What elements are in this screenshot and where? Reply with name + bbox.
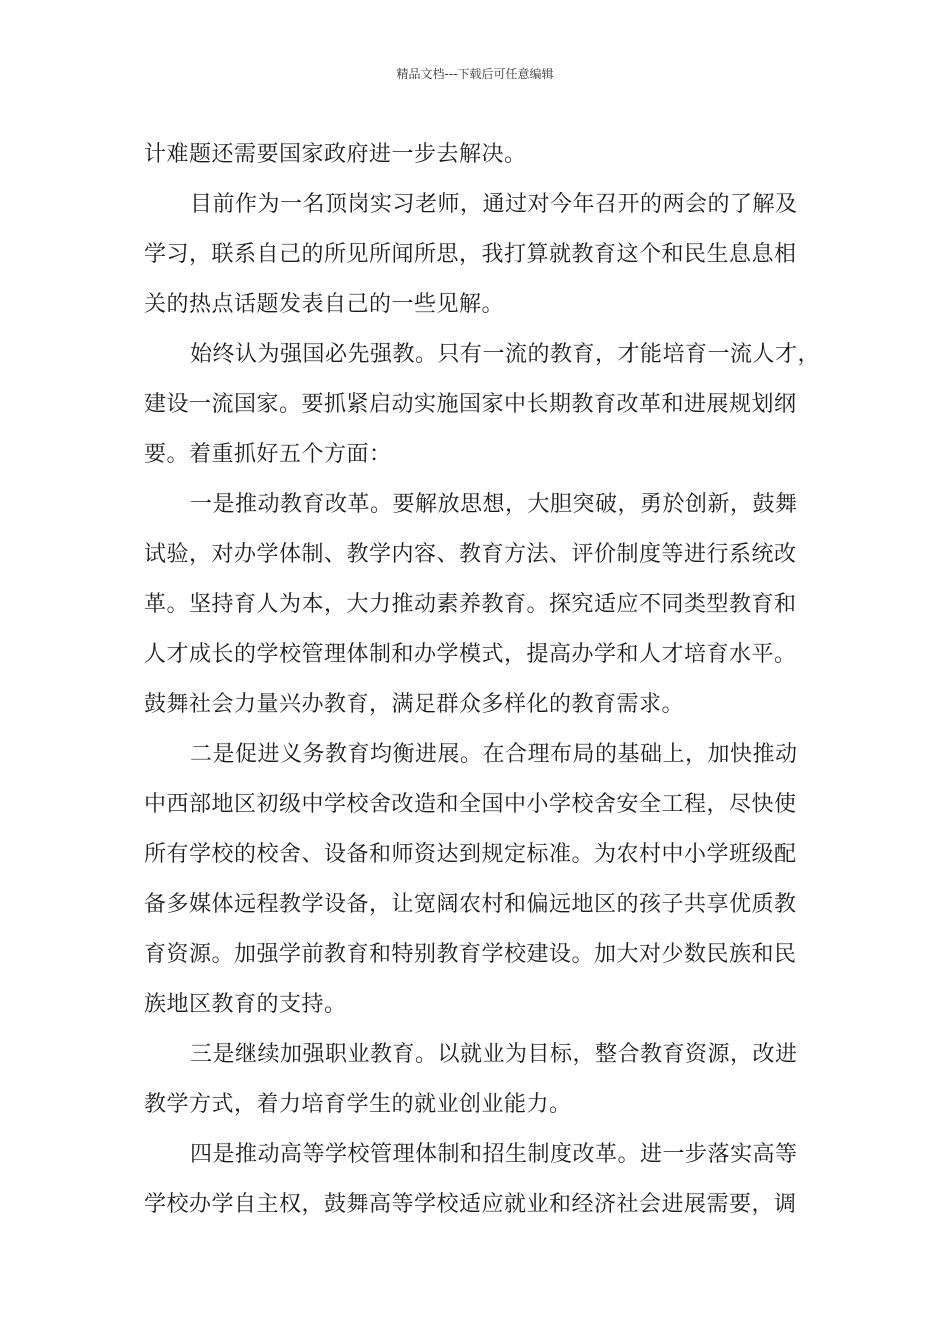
- paragraph-line: 族地区教育的支持。: [144, 992, 347, 1017]
- paragraph-first-line: 目前作为一名顶岗实习老师，通过对今年召开的两会的了解及: [190, 192, 798, 217]
- paragraph-line: 学习，联系自己的所见所闻所思，我打算就教育这个和民生息息相: [144, 242, 797, 267]
- paragraph-line: 要。着重抓好五个方面：: [144, 442, 392, 467]
- paragraph-first-line: 二是促进义务教育均衡进展。在合理布局的基础上，加快推动: [190, 742, 798, 767]
- paragraph-line: 建设一流国家。要抓紧启动实施国家中长期教育改革和进展规划纲: [144, 392, 797, 417]
- paragraph-first-line: 三是继续加强职业教育。以就业为目标，整合教育资源，改进: [190, 1042, 798, 1067]
- page-header: 精品文档---下载后可任意编辑: [396, 67, 554, 81]
- paragraph-line: 中西部地区初级中学校舍改造和全国中小学校舍安全工程，尽快使: [144, 792, 797, 817]
- paragraph-line: 试验，对办学体制、教学内容、教育方法、评价制度等进行系统改: [144, 542, 797, 567]
- paragraph-line: 学校办学自主权，鼓舞高等学校适应就业和经济社会进展需要，调: [144, 1192, 797, 1217]
- paragraph-line: 育资源。加强学前教育和特别教育学校建设。加大对少数民族和民: [144, 942, 797, 967]
- paragraph-line: 革。坚持育人为本，大力推动素养教育。探究适应不同类型教育和: [144, 592, 797, 617]
- paragraph-line: 教学方式，着力培育学生的就业创业能力。: [144, 1092, 572, 1117]
- document-body: [144, 130, 821, 1230]
- paragraph-first-line: 四是推动高等学校管理体制和招生制度改革。进一步落实高等: [190, 1142, 798, 1167]
- paragraph-line: 人才成长的学校管理体制和办学模式，提高办学和人才培育水平。: [144, 642, 797, 667]
- paragraph-line: 计难题还需要国家政府进一步去解决。: [144, 142, 527, 167]
- paragraph-line: 备多媒体远程教学设备，让宽阔农村和偏远地区的孩子共享优质教: [144, 892, 797, 917]
- paragraph-line: 鼓舞社会力量兴办教育，满足群众多样化的教育需求。: [144, 692, 685, 717]
- paragraph-first-line: 始终认为强国必先强教。只有一流的教育，才能培育一流人才，: [190, 342, 821, 367]
- paragraph-first-line: 一是推动教育改革。要解放思想，大胆突破，勇於创新，鼓舞: [190, 492, 798, 517]
- paragraph-line: 所有学校的校舍、设备和师资达到规定标准。为农村中小学班级配: [144, 842, 797, 867]
- paragraph-line: 关的热点话题发表自己的一些见解。: [144, 292, 505, 317]
